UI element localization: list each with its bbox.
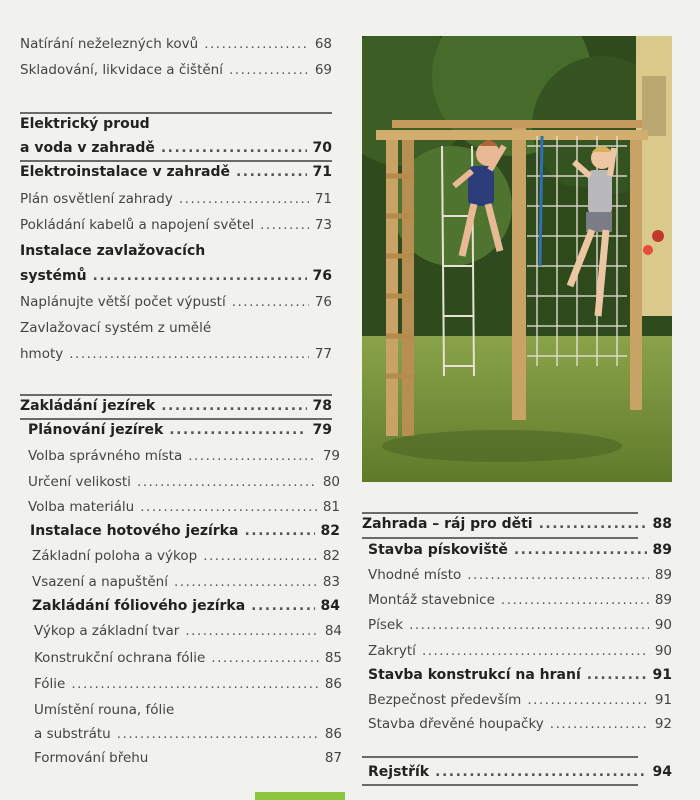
toc-page-number: 69 — [314, 62, 332, 78]
toc-entry-title: Formování břehu — [34, 750, 149, 766]
toc-entry-title: hmoty — [20, 346, 64, 362]
section-heading[interactable] — [362, 516, 672, 532]
section-heading[interactable] — [20, 398, 332, 414]
toc-entry[interactable] — [34, 623, 342, 639]
toc-page-number: 84 — [320, 598, 340, 614]
toc-entry-title: Skladování, likvidace a čištění — [20, 62, 223, 78]
toc-page-number: 77 — [314, 346, 332, 362]
toc-subheading[interactable] — [368, 667, 672, 683]
toc-page-number: 94 — [652, 764, 672, 780]
toc-entry-title: Naplánujte větší počet výpustí — [20, 294, 226, 310]
toc-entry-title: a substrátu — [34, 726, 111, 742]
toc-entry-title: systémů — [20, 268, 87, 284]
toc-page-number: 90 — [654, 643, 672, 659]
toc-leader — [232, 294, 309, 310]
toc-entry[interactable] — [32, 574, 340, 590]
toc-entry-line1: Umístění rouna, fólie — [34, 702, 175, 718]
toc-subheading[interactable] — [28, 422, 332, 438]
toc-leader — [179, 191, 309, 207]
toc-subheading-line1: Instalace zavlažovacích — [20, 243, 206, 259]
toc-page-number: 90 — [654, 617, 672, 633]
toc-entry-title: a voda v zahradě — [20, 140, 155, 156]
toc-entry-title: Volba správného místa — [28, 448, 183, 464]
playground-photo — [362, 36, 672, 482]
green-accent-bar — [255, 792, 345, 800]
section-rule — [20, 394, 332, 396]
toc-entry-title: Vsazení a napuštění — [32, 574, 168, 590]
toc-entry-title: Fólie — [34, 676, 66, 692]
toc-leader — [161, 398, 306, 414]
toc-page-number: 83 — [322, 574, 340, 590]
toc-leader — [539, 516, 647, 532]
toc-page-number: 82 — [320, 523, 340, 539]
toc-page-number: 79 — [312, 422, 332, 438]
toc-leader — [514, 542, 647, 558]
toc-page-number: 85 — [324, 650, 342, 666]
section-heading[interactable] — [20, 140, 332, 156]
toc-entry[interactable] — [34, 676, 342, 692]
section-heading[interactable] — [368, 764, 672, 780]
toc-leader — [203, 548, 317, 564]
toc-leader — [117, 726, 319, 742]
toc-page-number: 89 — [652, 542, 672, 558]
toc-entry-title: Stavba konstrukcí na hraní — [368, 667, 581, 683]
toc-entry-title: Stavba dřevěné houpačky — [368, 716, 544, 732]
toc-entry[interactable] — [20, 191, 332, 207]
toc-page-number: 76 — [314, 294, 332, 310]
toc-entry[interactable] — [34, 726, 342, 742]
toc-leader — [137, 474, 317, 490]
toc-page-number: 80 — [322, 474, 340, 490]
toc-entry-title: Elektroinstalace v zahradě — [20, 164, 230, 180]
toc-entry-title: Bezpečnost především — [368, 692, 522, 708]
section-rule — [362, 756, 638, 758]
toc-leader — [188, 448, 317, 464]
toc-subheading[interactable] — [368, 542, 672, 558]
toc-entry-line1: Zavlažovací systém z umělé — [20, 320, 212, 336]
toc-page-number: 86 — [324, 726, 342, 742]
toc-entry-title: Zakrytí — [368, 643, 416, 659]
toc-leader — [527, 692, 649, 708]
toc-entry[interactable] — [28, 499, 340, 515]
toc-entry[interactable] — [368, 567, 672, 583]
toc-entry[interactable] — [32, 548, 340, 564]
toc-page-number: 71 — [314, 191, 332, 207]
section-rule — [20, 112, 332, 114]
toc-subheading[interactable] — [32, 598, 340, 614]
toc-page-number: 70 — [312, 140, 332, 156]
toc-entry[interactable] — [368, 643, 672, 659]
section-rule — [362, 512, 638, 514]
toc-leader — [174, 574, 317, 590]
toc-page-number: 88 — [652, 516, 672, 532]
toc-leader — [236, 164, 307, 180]
section-heading-line1: Elektrický proud — [20, 116, 150, 132]
toc-leader — [587, 667, 647, 683]
section-rule — [362, 537, 638, 539]
toc-entry[interactable] — [28, 474, 340, 490]
toc-leader — [185, 623, 318, 639]
toc-entry-title: Výkop a základní tvar — [34, 623, 180, 639]
toc-entry-title: Konstrukční ochrana fólie — [34, 650, 206, 666]
toc-leader — [501, 592, 649, 608]
toc-entry-title: Zakládání fóliového jezírka — [32, 598, 246, 614]
toc-entry-title: Pokládání kabelů a napojení světel — [20, 217, 255, 233]
toc-leader — [244, 523, 314, 539]
toc-page-number: 92 — [654, 716, 672, 732]
section-rule — [20, 418, 332, 420]
toc-page-number: 89 — [654, 592, 672, 608]
toc-page-number: 91 — [654, 692, 672, 708]
toc-leader — [140, 499, 317, 515]
toc-entry[interactable] — [368, 716, 672, 732]
toc-leader — [550, 716, 649, 732]
toc-page-number: 82 — [322, 548, 340, 564]
toc-leader — [409, 617, 649, 633]
toc-leader — [93, 268, 307, 284]
toc-entry-title: Natírání neželezných kovů — [20, 36, 199, 52]
toc-subheading[interactable] — [20, 164, 332, 180]
toc-entry[interactable] — [20, 217, 332, 233]
toc-subheading[interactable] — [20, 268, 332, 284]
toc-page-number: 89 — [654, 567, 672, 583]
toc-leader — [260, 217, 309, 233]
section-rule — [20, 160, 332, 162]
toc-leader — [161, 140, 307, 156]
toc-entry-title: Základní poloha a výkop — [32, 548, 198, 564]
toc-leader — [251, 598, 314, 614]
toc-entry-title: Montáž stavebnice — [368, 592, 495, 608]
toc-entry-title: Zahrada – ráj pro děti — [362, 516, 533, 532]
toc-entry-title: Určení velikosti — [28, 474, 131, 490]
toc-leader — [211, 650, 319, 666]
toc-entry[interactable] — [20, 62, 332, 78]
toc-page-number: 84 — [324, 623, 342, 639]
toc-entry[interactable] — [20, 36, 332, 52]
toc-entry[interactable] — [368, 692, 672, 708]
toc-leader — [169, 422, 306, 438]
toc-leader — [204, 36, 309, 52]
toc-entry[interactable] — [368, 592, 672, 608]
toc-entry-title: Volba materiálu — [28, 499, 135, 515]
toc-page-number: 78 — [312, 398, 332, 414]
toc-leader — [69, 346, 309, 362]
section-rule — [362, 784, 638, 786]
toc-leader — [467, 567, 649, 583]
toc-entry[interactable] — [34, 650, 342, 666]
toc-page-number: 86 — [324, 676, 342, 692]
toc-page-number: 71 — [312, 164, 332, 180]
toc-page-number: 81 — [322, 499, 340, 515]
toc-entry-title: Plán osvětlení zahrady — [20, 191, 173, 207]
toc-leader — [435, 764, 646, 780]
toc-page-number: 79 — [322, 448, 340, 464]
toc-page-number: 68 — [314, 36, 332, 52]
toc-entry[interactable] — [34, 750, 342, 766]
toc-entry[interactable] — [28, 448, 340, 464]
toc-entry-title: Písek — [368, 617, 404, 633]
toc-entry-title: Plánování jezírek — [28, 422, 164, 438]
toc-page-number: 87 — [324, 750, 342, 766]
toc-leader — [422, 643, 649, 659]
toc-leader — [71, 676, 318, 692]
toc-entry-title: Rejstřík — [368, 764, 430, 780]
toc-entry[interactable] — [20, 294, 332, 310]
toc-entry[interactable] — [368, 617, 672, 633]
toc-subheading[interactable] — [30, 523, 340, 539]
toc-entry-title: Stavba pískoviště — [368, 542, 508, 558]
toc-page-number: 91 — [652, 667, 672, 683]
toc-entry-title: Instalace hotového jezírka — [30, 523, 239, 539]
toc-page-number: 73 — [314, 217, 332, 233]
toc-entry-title: Vhodné místo — [368, 567, 462, 583]
toc-leader — [229, 62, 309, 78]
toc-entry-title: Zakládání jezírek — [20, 398, 156, 414]
toc-page-number: 76 — [312, 268, 332, 284]
toc-entry[interactable] — [20, 346, 332, 362]
